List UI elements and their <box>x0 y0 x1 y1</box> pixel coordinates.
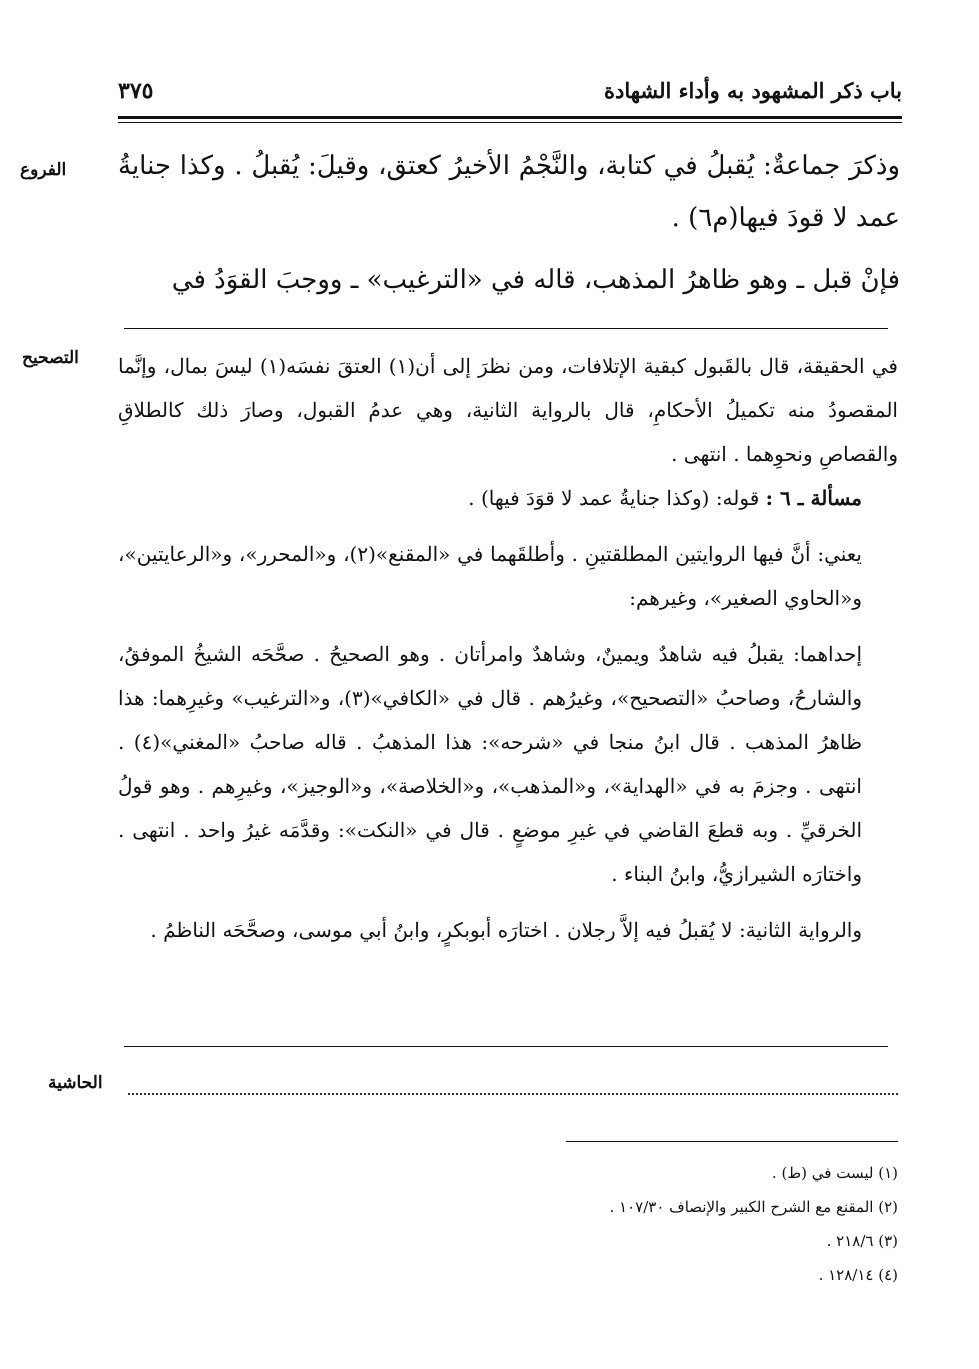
tashih-label: التصحيح <box>22 348 79 368</box>
masala-text: قوله: (وكذا جنايةُ عمد لا قوَدَ فيها) . <box>468 486 766 510</box>
tashih-paragraph: يعني: أنَّ فيها الروايتين المطلقتينِ . وأطلقَهما في «المقنع»(٢)، و«المحرر»، و«الرعايتين»، و«الحاوي الصغير»، وغيرهم: <box>118 542 862 610</box>
masala-label: مسألة ـ ٦ : <box>765 486 862 510</box>
header-rule-thin <box>118 122 902 123</box>
footnotes <box>400 1156 898 1292</box>
footnote: (٢) المقنع مع الشرح الكبير والإنصاف ١٠٧/٣٠ . <box>609 1198 898 1216</box>
furu-label: الفروع <box>20 160 67 180</box>
footnote: (٣) ٢١٨/٦ . <box>826 1232 898 1250</box>
furu-text <box>118 140 900 306</box>
section-divider <box>124 1046 888 1047</box>
footnote: (١) ليست في (ط) . <box>771 1164 898 1182</box>
footnote-rule <box>566 1141 898 1142</box>
hashiya-dotted-line <box>128 1093 898 1095</box>
tashih-text <box>118 344 898 952</box>
footnote: (٤) ١٢٨/١٤ . <box>818 1266 898 1284</box>
chapter-title: باب ذكر المشهود به وأداء الشهادة <box>603 78 902 103</box>
hashiya-label: الحاشية <box>48 1073 103 1093</box>
page-number: ٣٧٥ <box>118 78 154 104</box>
section-divider <box>124 328 888 329</box>
furu-paragraph: وذكرَ جماعةٌ: يُقبلُ في كتابة، والنَّجْمُ الأخيرُ كعتق، وقيلَ: يُقبلُ . وكذا جنايةُ عمد لا قودَ فيها(م٦) . <box>118 151 900 233</box>
tashih-paragraph: إحداهما: يقبلُ فيه شاهدٌ ويمينٌ، وشاهدٌ وامرأتان . وهو الصحيحُ . صحَّحَه الشيخُ الموفقُ، والشارحُ، وصاحبُ «التصحيح»، وغيرُهم . قال في «الكافي»(٣)، و«الترغيب» وغيرِهما: هذا ظاهرُ المذهب . قال ابنُ منجا في «شرحه»: هذا المذهبُ . قاله صاحبُ «المغني»(٤) . انتهى . وجزمَ به في «الهداية»، و«المذهب»، و«الخلاصة»، و«الوجيز»، وغيرِهم . وهو قولُ الخرقيِّ . وبه قطعَ القاضي في غيرِ موضعٍ . قال في «النكت»: وقدَّمَه غيرُ واحد . انتهى . واختارَه الشيرازيُّ، وابنُ البناء . <box>118 642 863 886</box>
furu-paragraph: فإنْ قبل ـ وهو ظاهرُ المذهب، قاله في «الترغيب» ـ ووجبَ القوَدُ في <box>171 265 900 295</box>
tashih-paragraph: والرواية الثانية: لا يُقبلُ فيه إلاَّ رجلان . اختارَه أبوبكرٍ، وابنُ أبي موسى، وصحَّحَه الناظمُ . <box>150 918 862 942</box>
header-rule-thick <box>118 116 902 119</box>
running-header <box>118 78 902 112</box>
tashih-paragraph: في الحقيقة، قال بالقَبول كبقية الإتلافات، ومن نظرَ إلى أن(١) العتقَ نفسَه(١) ليسَ بمال، وإنَّما المقصودُ منه تكميلُ الأحكامِ، قال بالرواية الثانية، وهي عدمُ القبول، وصارَ ذلك كالطلاقِ والقصاصِ ونحوِهما . انتهى . <box>118 354 898 466</box>
masala-heading <box>118 476 898 520</box>
